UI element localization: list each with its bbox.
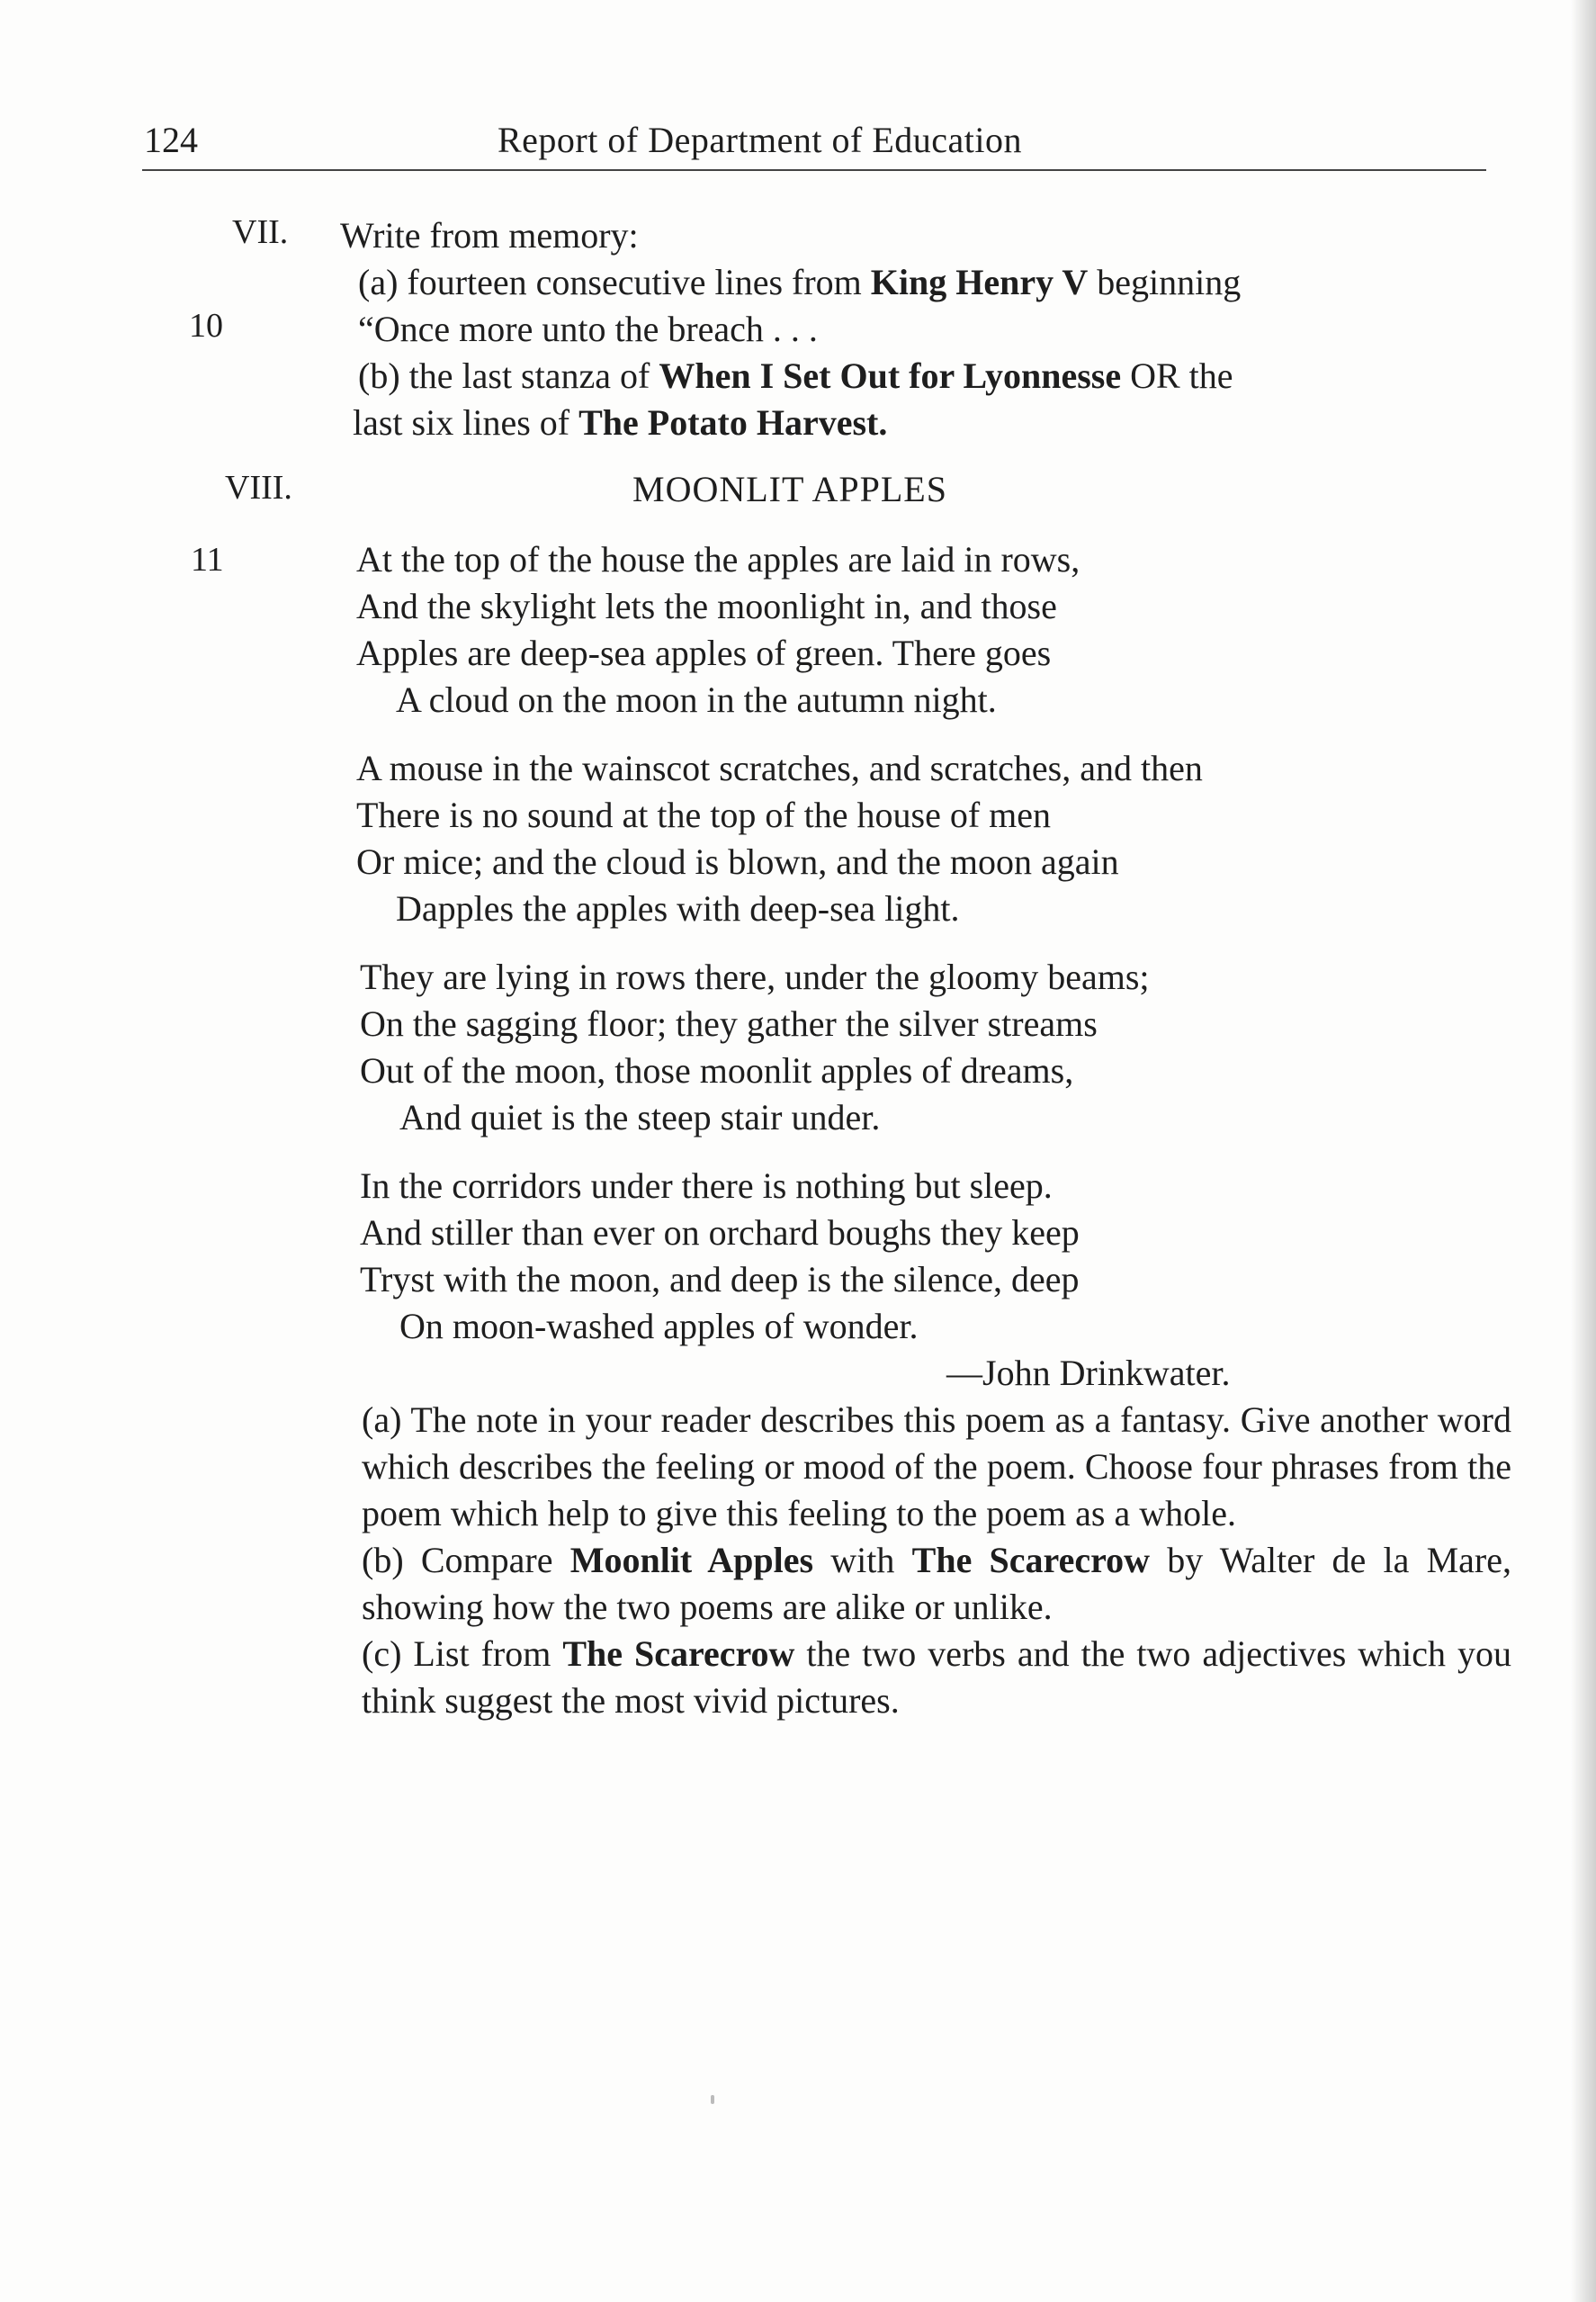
question-c-suffix: the two verbs and the two adjectives which you think suggest the most vivid pictures. [362, 1633, 1512, 1721]
poem-line: There is no sound at the top of the house of men [356, 795, 1052, 835]
poem-line: In the corridors under there is nothing but sleep. [360, 1165, 1053, 1206]
poem-line: They are lying in rows there, under the gloomy beams; [360, 957, 1150, 997]
item-b-line2 [353, 400, 887, 446]
running-head: Report of Department of Education [498, 120, 1022, 160]
poem-stanza-1 [356, 536, 1080, 724]
item-a-suffix: beginning [1088, 262, 1242, 302]
question-b-prefix: (b) Compare [362, 1540, 570, 1580]
item-a-line2: “Once more unto the breach . . . [358, 309, 818, 349]
poem-stanza-4 [360, 1163, 1080, 1350]
question-b [362, 1537, 1511, 1631]
poem-line: Out of the moon, those moonlit apples of dreams, [360, 1050, 1074, 1091]
poem-line: And the skylight lets the moonlight in, and those [356, 586, 1057, 626]
section-7-marks: 10 [189, 307, 223, 345]
item-a-text [358, 259, 1241, 306]
paper-speck [711, 2095, 714, 2104]
item-b-title-2: The Potato Harvest. [578, 402, 888, 443]
section-7-item-b [358, 353, 1493, 400]
question-c-prefix: (c) List from [362, 1633, 563, 1674]
poem-attribution: —John Drinkwater. [946, 1353, 1231, 1393]
question-b-title-2: The Scarecrow [911, 1540, 1150, 1580]
question-b-suffix: by Walter de la Mare, showing how the two poems are alike or unlike. [362, 1540, 1511, 1627]
page-edge-shadow [1571, 0, 1596, 2302]
poem-line: Or mice; and the cloud is blown, and the moon again [356, 841, 1119, 882]
question-b-title-1: Moonlit Apples [569, 1540, 814, 1580]
section-8-numeral: VIII. [225, 469, 292, 507]
page-header [144, 115, 1484, 169]
section-7-intro: Write from memory: [340, 215, 639, 256]
item-a-prefix: (a) fourteen consecutive lines from [358, 262, 871, 302]
question-c [362, 1631, 1511, 1724]
item-b-line2-prefix: last six lines of [353, 402, 579, 443]
section-8-marks: 11 [191, 541, 224, 579]
section-7-numeral: VII. [232, 213, 289, 251]
item-b-mid: OR the [1121, 355, 1233, 396]
poem-stanza-2 [356, 745, 1203, 932]
poem-line: A mouse in the wainscot scratches, and scratches, and then [356, 748, 1203, 788]
poem-line: On moon-washed apples of wonder. [399, 1306, 919, 1346]
poem-line: Tryst with the moon, and deep is the silence, deep [360, 1259, 1080, 1299]
poem-line: On the sagging floor; they gather the silver streams [360, 1003, 1098, 1044]
item-a-title: King Henry V [870, 262, 1089, 302]
section-7-item-a [358, 259, 1492, 306]
question-c-title: The Scarecrow [562, 1633, 795, 1674]
poem-stanza-3 [360, 954, 1150, 1141]
poem-line: And stiller than ever on orchard boughs they keep [360, 1212, 1080, 1253]
poem-line: And quiet is the steep stair under. [399, 1097, 881, 1138]
item-b-title: When I Set Out for Lyonnesse [659, 355, 1122, 396]
section-8-questions [362, 1397, 1511, 1724]
header-rule [142, 169, 1486, 171]
poem-line: At the top of the house the apples are laid in rows, [356, 539, 1080, 580]
item-b-prefix: (b) the last stanza of [358, 355, 659, 396]
poem-title: MOONLIT APPLES [632, 469, 947, 509]
question-b-mid: with [813, 1540, 912, 1580]
page-number: 124 [144, 120, 198, 160]
poem-line: Dapples the apples with deep-sea light. [396, 888, 960, 929]
poem-line: A cloud on the moon in the autumn night. [396, 679, 997, 720]
poem-line: Apples are deep-sea apples of green. There goes [356, 633, 1052, 673]
question-a: (a) The note in your reader describes this poem as a fantasy. Give another word which describes the feeling or mood of the poem. Choose four phrases from the poem which help to give this feeling to the poem as a whole. [362, 1399, 1511, 1533]
